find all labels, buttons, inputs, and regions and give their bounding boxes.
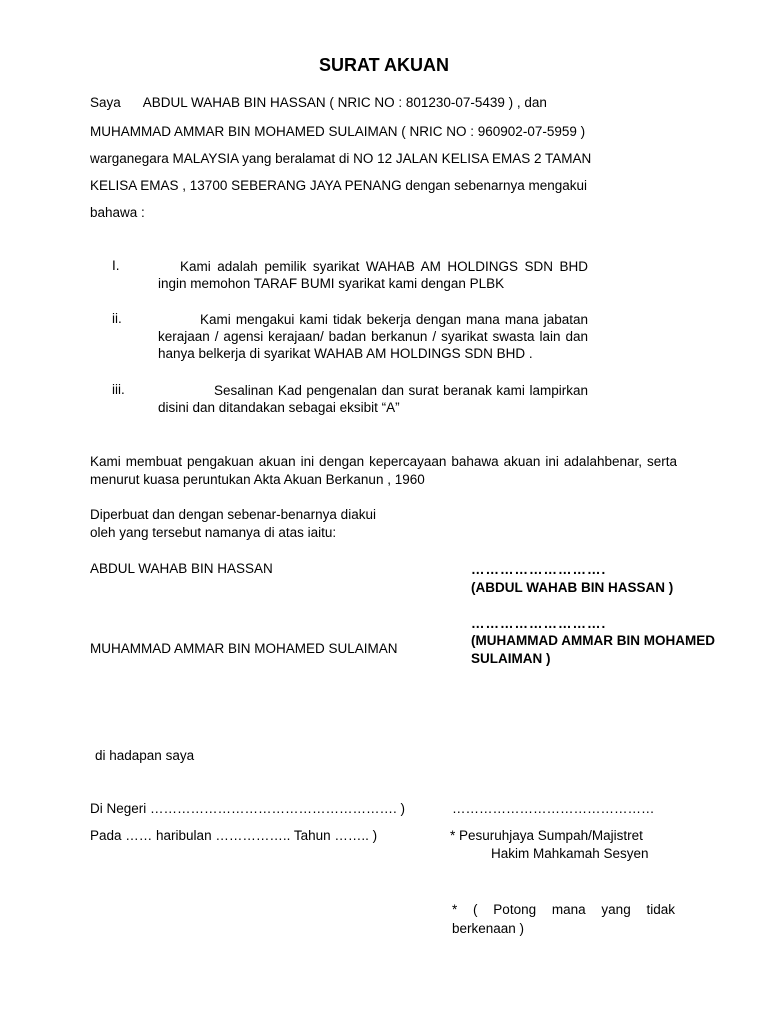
list-item [158, 311, 588, 362]
list-item-text: Kami adalah pemilik syarikat WAHAB AM HOLDINGS SDN BHD ingin memohon TARAF BUMI syarikat kami dengan PLBK [158, 259, 588, 291]
signatory-name-1: ABDUL WAHAB BIN HASSAN [90, 561, 273, 576]
list-item [158, 382, 588, 416]
intro-line-5: bahawa : [90, 205, 145, 220]
intro-line-4: KELISA EMAS , 13700 SEBERANG JAYA PENANG dengan sebenarnya mengakui [90, 178, 588, 193]
signature-dots-1: ………………………. [471, 562, 607, 577]
signature-dots-2: ………………………. [471, 616, 607, 631]
signatory-name-2: MUHAMMAD AMMAR BIN MOHAMED SULAIMAN [90, 641, 398, 656]
signature-label-2-line-1: (MUHAMMAD AMMAR BIN MOHAMED [471, 633, 715, 648]
commissioner-line-2: Hakim Mahkamah Sesyen [491, 846, 649, 861]
item-number: I. [112, 258, 120, 273]
intro-line-3: warganegara MALAYSIA yang beralamat di NO 12 JALAN KELISA EMAS 2 TAMAN [90, 151, 592, 166]
list-item [158, 258, 588, 292]
signature-label-1: (ABDUL WAHAB BIN HASSAN ) [471, 580, 674, 595]
declaration-paragraph: Kami membuat pengakuan akuan ini dengan kepercayaan bahawa akuan ini adalahbenar, serta menurut kuasa peruntukan Akta Akuan Berkanun , 1960 [90, 454, 677, 487]
footnote-text: * ( Potong mana yang tidak berkenaan ) [452, 902, 675, 936]
item-number: ii. [112, 311, 122, 326]
intro-line-2: MUHAMMAD AMMAR BIN MOHAMED SULAIMAN ( NRIC NO : 960902-07-5959 ) [90, 124, 586, 139]
negeri-line: Di Negeri ………………………………………………. ) [90, 801, 406, 816]
intro-saya: Saya [90, 95, 121, 110]
intro-line-1 [90, 95, 547, 110]
list-item-text: Kami mengakui kami tidak bekerja dengan mana mana jabatan kerajaan / agensi kerajaan/ badan berkanun / syarikat swasta lain dan hanya belkerja di syarikat WAHAB AM HOLDINGS SDN BHD . [158, 312, 588, 361]
before-me-text: di hadapan saya [95, 748, 195, 763]
intro-line-1-text: ABDUL WAHAB BIN HASSAN ( NRIC NO : 801230-07-5439 ) , dan [142, 95, 547, 110]
signature-label-2-line-2: SULAIMAN ) [471, 651, 551, 666]
made-line-1: Diperbuat dan dengan sebenar-benarnya diakui [90, 507, 376, 522]
document-title: SURAT AKUAN [319, 55, 449, 75]
commissioner-line-1: * Pesuruhjaya Sumpah/Majistret [450, 828, 643, 843]
negeri-dots: ……………………………………… [452, 801, 655, 816]
footnote [452, 900, 675, 938]
item-number: iii. [112, 382, 125, 397]
made-line-2: oleh yang tersebut namanya di atas iaitu: [90, 525, 337, 540]
pada-line: Pada …… haribulan …………….. Tahun …….. ) [90, 828, 378, 843]
list-item-text: Sesalinan Kad pengenalan dan surat beranak kami lampirkan disini dan ditandakan sebagai eksibit “A” [158, 383, 588, 415]
